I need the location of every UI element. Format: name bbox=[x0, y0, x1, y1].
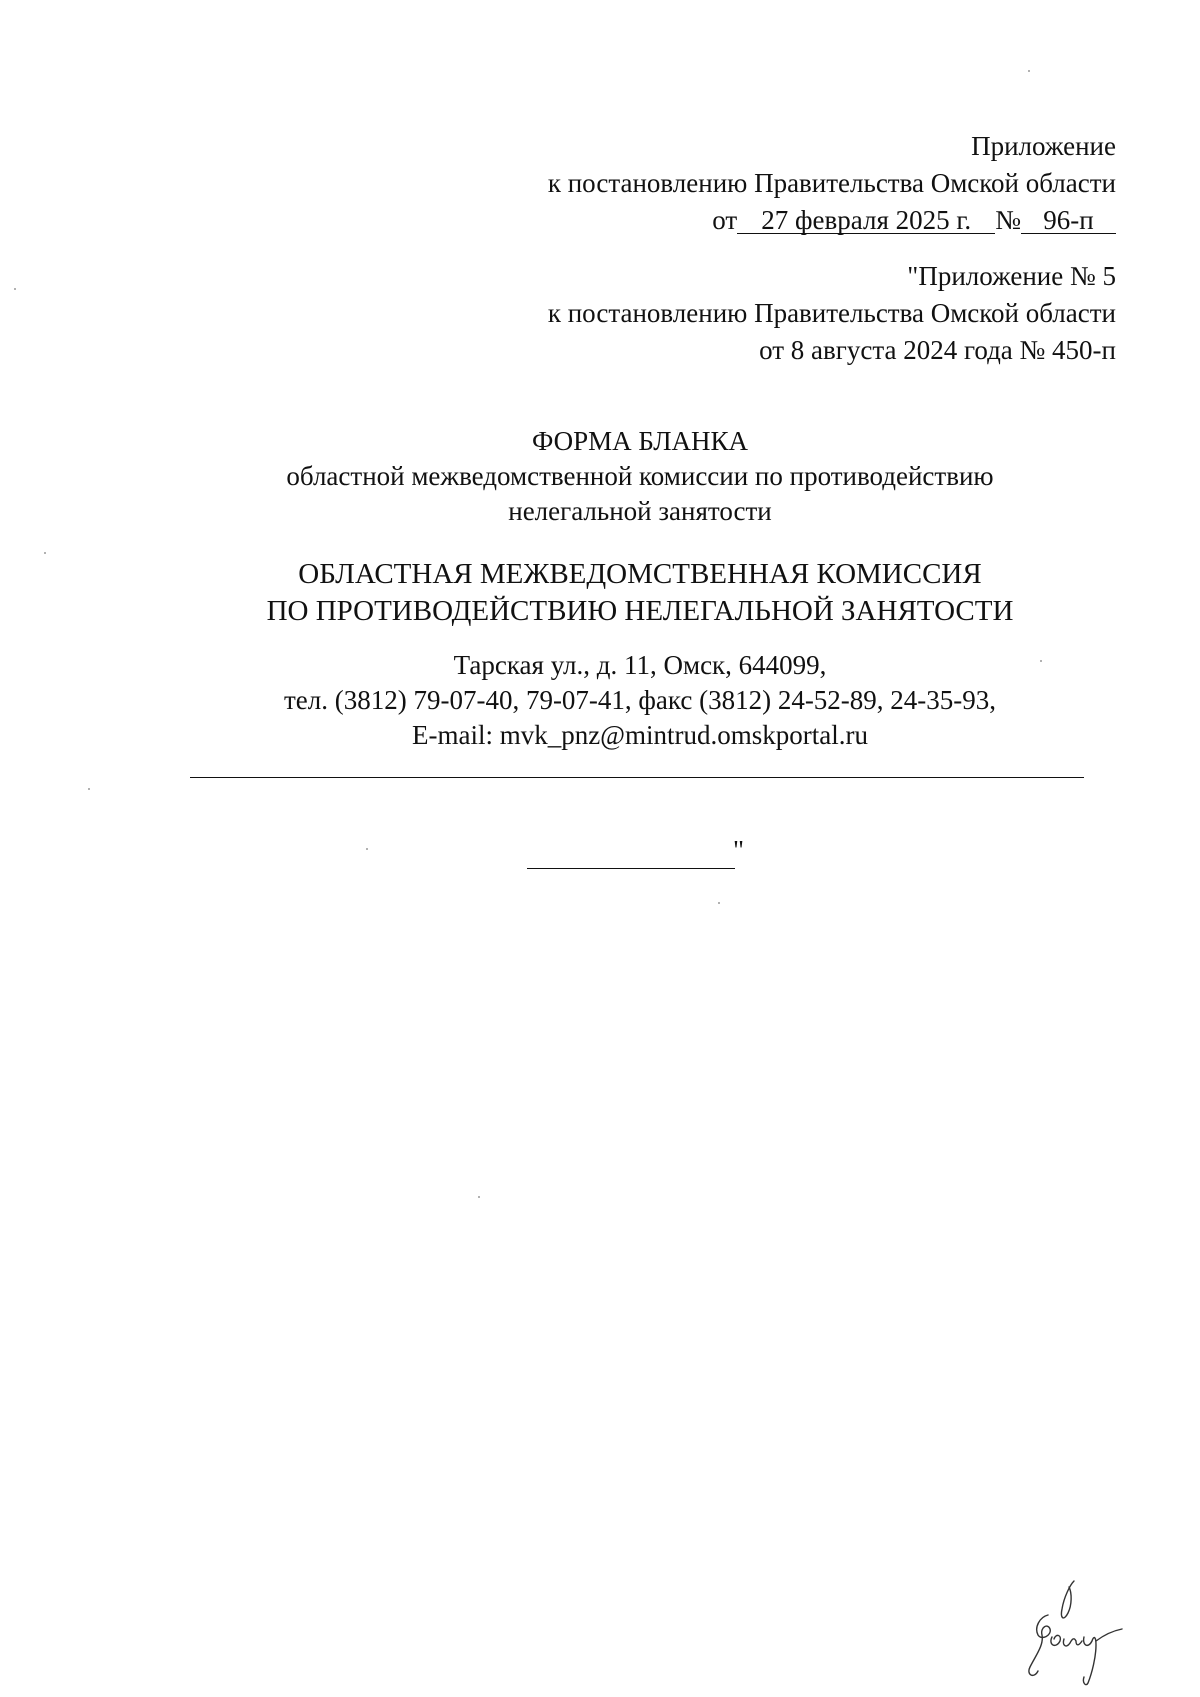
letterhead-divider bbox=[190, 777, 1084, 778]
form-title-block bbox=[0, 424, 1200, 529]
appendix-date-prefix: от bbox=[712, 205, 738, 235]
original-appendix-date-line: от 8 августа 2024 года № 450-п bbox=[759, 335, 1116, 365]
scan-speck bbox=[1028, 70, 1030, 72]
contacts-block bbox=[0, 648, 1200, 753]
contacts-phones: тел. (3812) 79-07-40, 79-07-41, факс (3812) 24-52-89, 24-35-93, bbox=[283, 685, 997, 715]
appendix-resolution-line: к постановлению Правительства Омской области bbox=[547, 168, 1116, 198]
appendix-date-line bbox=[548, 202, 1116, 239]
form-subtitle-line-1: областной межведомственной комиссии по противодействию bbox=[286, 461, 994, 491]
appendix-number: 96-п bbox=[1021, 207, 1116, 234]
commission-name-line-2: ПО ПРОТИВОДЕЙСТВИЮ НЕЛЕГАЛЬНОЙ ЗАНЯТОСТИ bbox=[266, 595, 1014, 627]
closing-quote: " bbox=[733, 835, 745, 865]
original-appendix-resolution-line: к постановлению Правительства Омской области bbox=[547, 298, 1116, 328]
blank-fill-line bbox=[527, 868, 735, 869]
appendix-title: Приложение bbox=[971, 131, 1116, 161]
scan-speck bbox=[366, 848, 368, 850]
signature-icon bbox=[1012, 1575, 1132, 1695]
scan-speck bbox=[44, 552, 46, 554]
appendix-date: 27 февраля 2025 г. bbox=[737, 207, 995, 234]
scan-speck bbox=[88, 788, 90, 790]
appendix-number-sign: № bbox=[995, 205, 1021, 235]
commission-name-block bbox=[0, 556, 1200, 630]
scan-speck bbox=[14, 288, 16, 290]
form-heading: ФОРМА БЛАНКА bbox=[531, 426, 749, 456]
appendix-header bbox=[548, 128, 1116, 239]
original-appendix-title: "Приложение № 5 bbox=[907, 261, 1116, 291]
scan-speck bbox=[478, 1196, 480, 1198]
scan-speck bbox=[1040, 660, 1042, 662]
contacts-address: Тарская ул., д. 11, Омск, 644099, bbox=[453, 650, 827, 680]
contacts-email: E-mail: mvk_pnz@mintrud.omskportal.ru bbox=[411, 720, 869, 750]
scan-speck bbox=[718, 902, 720, 904]
commission-name-line-1: ОБЛАСТНАЯ МЕЖВЕДОМСТВЕННАЯ КОМИССИЯ bbox=[298, 558, 982, 590]
form-subtitle-line-2: нелегальной занятости bbox=[508, 496, 772, 526]
original-appendix-header bbox=[548, 258, 1116, 369]
